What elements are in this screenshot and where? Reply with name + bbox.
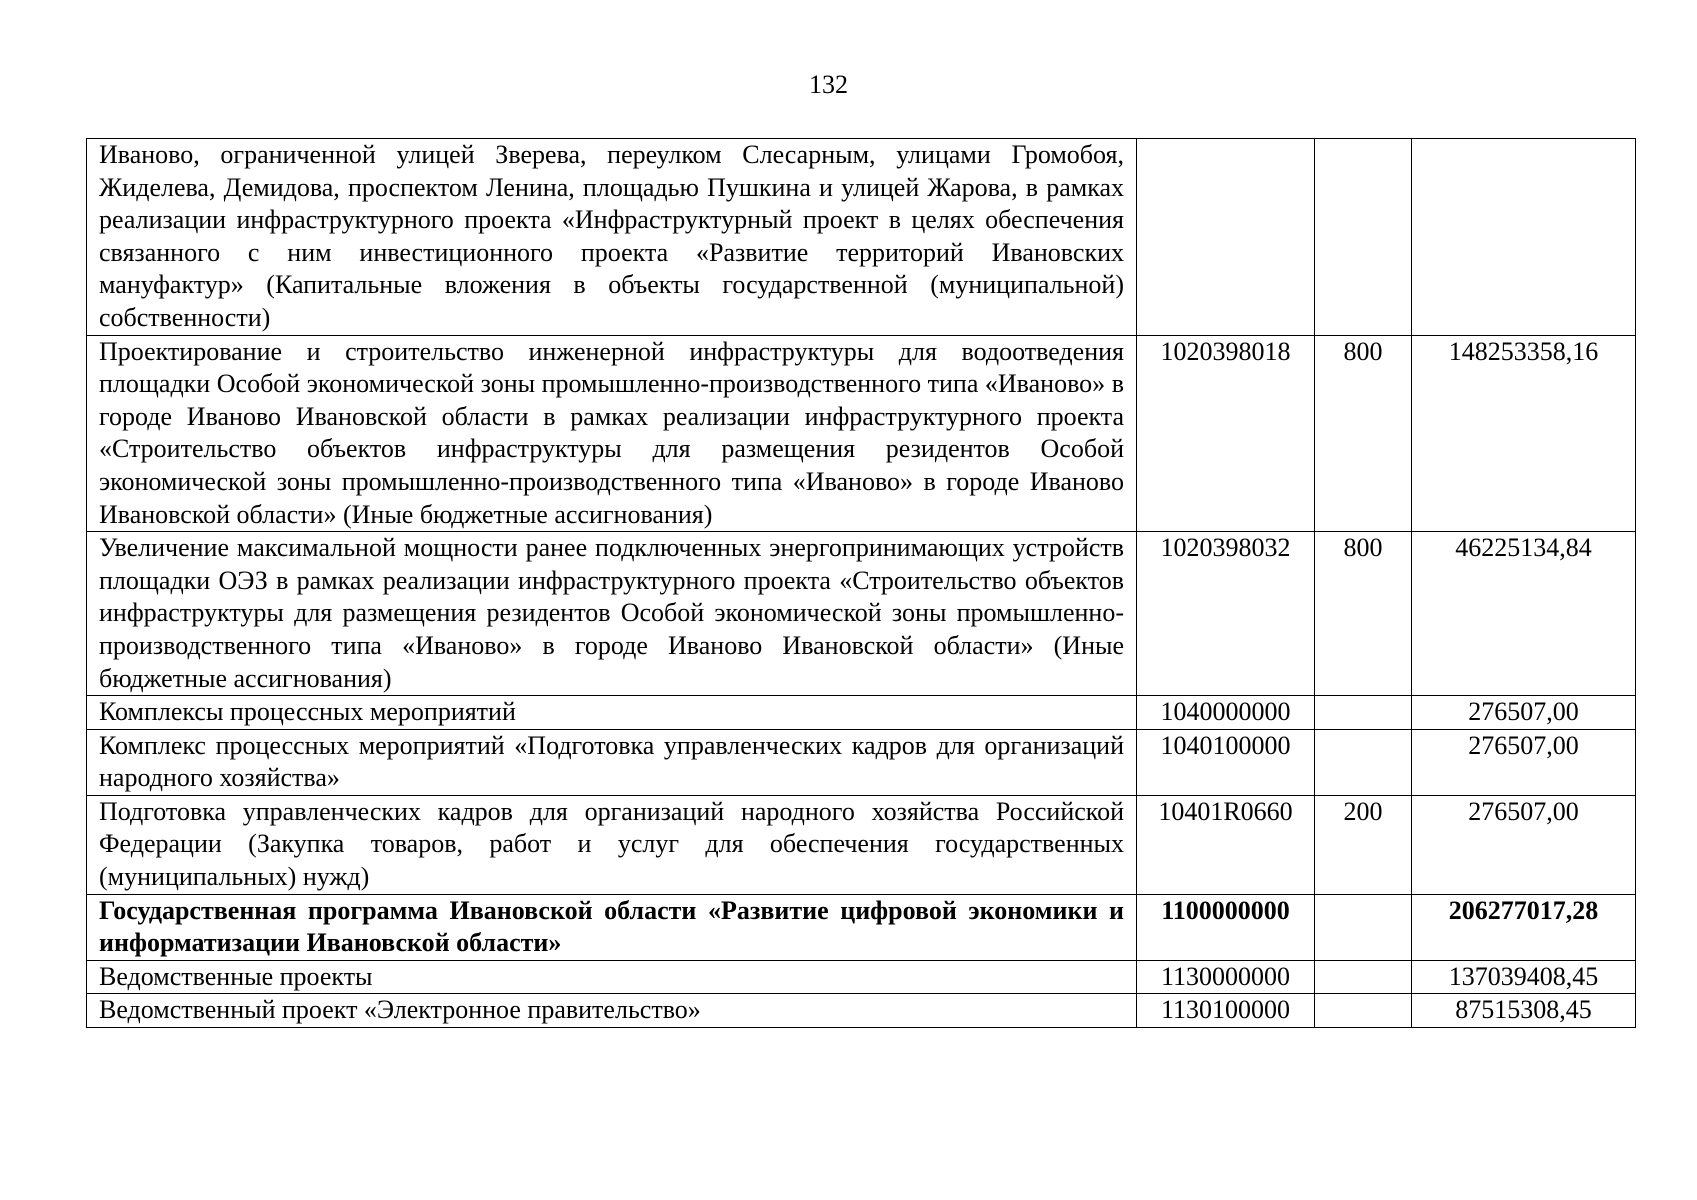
row-sum: 137039408,45 [1412,960,1636,994]
row-expense-type [1315,696,1412,730]
row-sum [1412,139,1636,336]
row-sum: 276507,00 [1412,729,1636,795]
row-expense-type [1315,729,1412,795]
row-expense-type [1315,994,1412,1028]
row-expense-type: 200 [1315,795,1412,894]
row-name: Ведомственный проект «Электронное правительство» [87,994,1137,1028]
row-code: 1020398018 [1137,335,1315,532]
row-code: 1130100000 [1137,994,1315,1028]
row-expense-type [1315,960,1412,994]
row-name: Комплексы процессных мероприятий [87,696,1137,730]
table-row [87,696,1636,730]
row-code: 1020398032 [1137,532,1315,696]
row-name: Иваново, ограниченной улицей Зверева, переулком Слесарным, улицами Громобоя, Жиделева, Демидова, проспектом Ленина, площадью Пушкина и улицей Жарова, в рамках реализации инфраструктурного проекта «Инфраструктурный проект в целях обеспечения связанного с ним инвестиционного проекта «Развитие территорий Ивановских мануфактур» (Капитальные вложения в объекты государственной (муниципальной) собственности) [87,139,1137,336]
table-row [87,532,1636,696]
budget-table-body [87,139,1636,1028]
row-sum: 148253358,16 [1412,335,1636,532]
table-row-program-total [87,894,1636,960]
table-row [87,335,1636,532]
row-sum: 87515308,45 [1412,994,1636,1028]
row-expense-type: 800 [1315,532,1412,696]
row-name: Государственная программа Ивановской области «Развитие цифровой экономики и информатизации Ивановской области» [87,894,1137,960]
budget-table [86,138,1636,1028]
table-row [87,729,1636,795]
row-code: 1130000000 [1137,960,1315,994]
row-code: 1040100000 [1137,729,1315,795]
row-code [1137,139,1315,336]
row-sum: 276507,00 [1412,696,1636,730]
table-row [87,139,1636,336]
row-name: Увеличение максимальной мощности ранее подключенных энергопринимающих устройств площадки ОЭЗ в рамках реализации инфраструктурного проекта «Строительство объектов инфраструктуры для размещения резидентов Особой экономической зоны промышленно-производственного типа «Иваново» в городе Иваново Ивановской области» (Иные бюджетные ассигнования) [87,532,1137,696]
row-code: 1040000000 [1137,696,1315,730]
row-name: Проектирование и строительство инженерной инфраструктуры для водоотведения площадки Особой экономической зоны промышленно-производственного типа «Иваново» в городе Иваново Ивановской области в рамках реализации инфраструктурного проекта «Строительство объектов инфраструктуры для размещения резидентов Особой экономической зоны промышленно-производственного типа «Иваново» в городе Иваново Ивановской области» (Иные бюджетные ассигнования) [87,335,1137,532]
table-row [87,960,1636,994]
row-sum: 276507,00 [1412,795,1636,894]
row-expense-type [1315,139,1412,336]
row-expense-type [1315,894,1412,960]
table-row [87,795,1636,894]
row-code: 1100000000 [1137,894,1315,960]
row-sum: 46225134,84 [1412,532,1636,696]
row-code: 10401R0660 [1137,795,1315,894]
row-expense-type: 800 [1315,335,1412,532]
row-name: Подготовка управленческих кадров для организаций народного хозяйства Российской Федерации (Закупка товаров, работ и услуг для обеспечения государственных (муниципальных) нужд) [87,795,1137,894]
row-name: Комплекс процессных мероприятий «Подготовка управленческих кадров для организаций народного хозяйства» [87,729,1137,795]
page-number: 132 [809,70,848,99]
row-sum: 206277017,28 [1412,894,1636,960]
table-row [87,994,1636,1028]
row-name: Ведомственные проекты [87,960,1137,994]
